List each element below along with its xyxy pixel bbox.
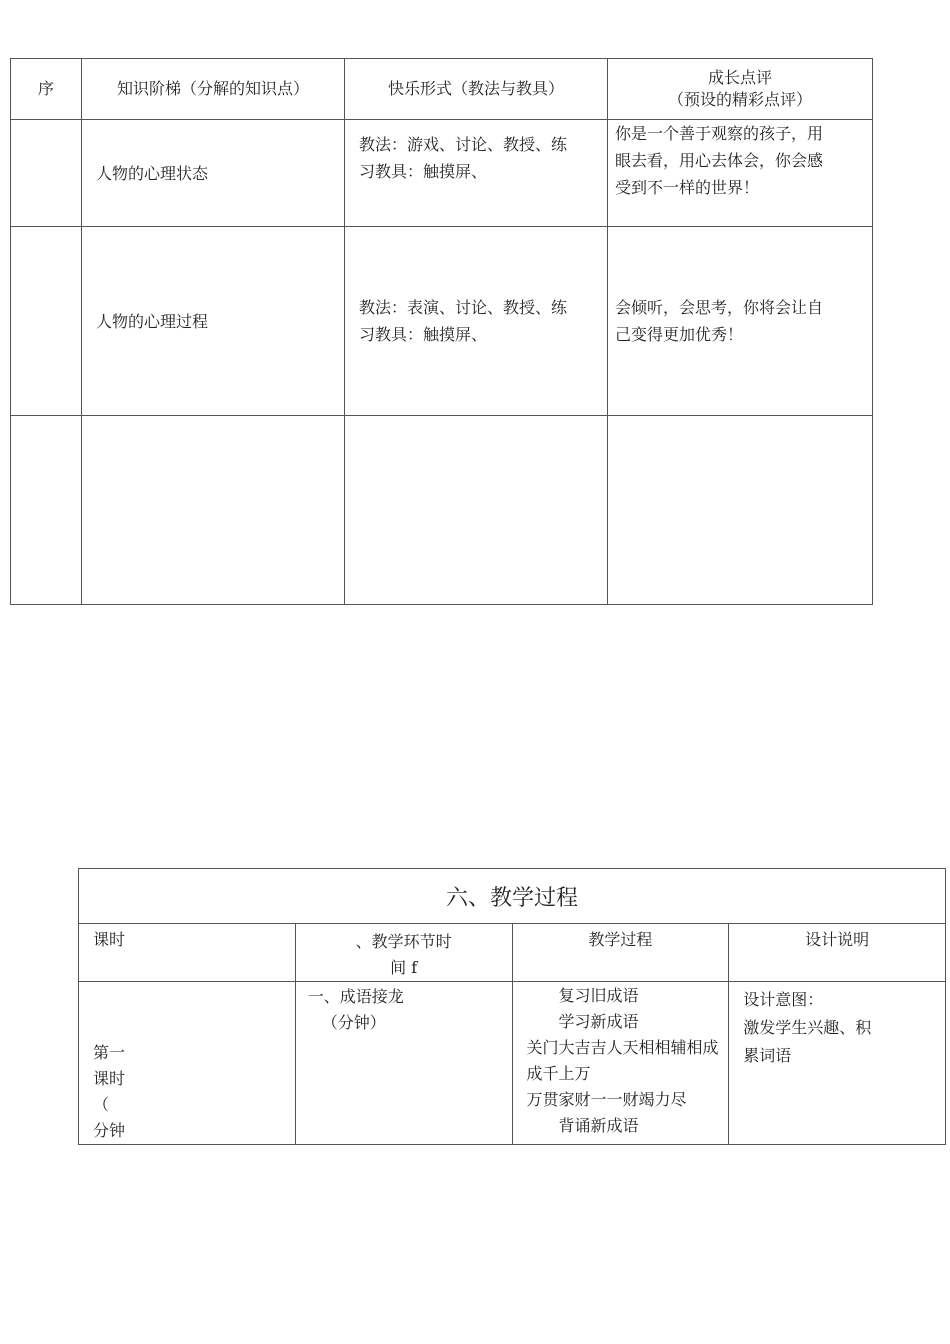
process-line: 背诵新成语 xyxy=(558,1116,639,1135)
header-knowledge: 知识阶梯（分解的知识点） xyxy=(82,59,345,120)
seq-cell xyxy=(11,120,82,227)
table-row xyxy=(11,227,873,416)
method-line: 习教具：触摸屏、 xyxy=(359,162,488,181)
table-row xyxy=(11,416,873,605)
lesson-line: 课时 xyxy=(93,1069,126,1088)
method-cell xyxy=(345,120,608,227)
design-line: 激发学生兴趣、积 xyxy=(743,1018,872,1037)
comment-line: 眼去看，用心去体会，你会感 xyxy=(615,151,824,170)
lesson-cell xyxy=(79,982,296,1145)
knowledge-cell xyxy=(82,416,345,605)
comment-line: 己变得更加优秀！ xyxy=(615,325,744,344)
method-line: 习教具：触摸屏、 xyxy=(359,325,488,344)
method-cell xyxy=(345,227,608,416)
knowledge-cell: 人物的心理状态 xyxy=(82,120,345,227)
header-design: 设计说明 xyxy=(729,924,946,982)
lesson-line: 第一 xyxy=(93,1043,126,1062)
process-line: 关门大吉吉人天相相辅相成成千上万 xyxy=(526,1038,719,1083)
header-comment-line1: 成长点评 xyxy=(707,68,772,87)
header-lesson: 课时 xyxy=(79,924,296,982)
comment-cell xyxy=(608,416,873,605)
header-method: 快乐形式（教法与教具） xyxy=(345,59,608,120)
design-line: 累词语 xyxy=(743,1046,792,1065)
lesson-line: 分钟 xyxy=(93,1121,126,1140)
design-cell xyxy=(729,982,946,1145)
header-step-line1: 、教学环节时 xyxy=(355,932,452,951)
process-line: 学习新成语 xyxy=(558,1012,639,1031)
step-cell xyxy=(295,982,512,1145)
lesson-line: （ xyxy=(93,1095,110,1114)
process-cell xyxy=(512,982,729,1145)
knowledge-ladder-table xyxy=(10,58,873,605)
header-comment xyxy=(608,59,873,120)
header-step xyxy=(295,924,512,982)
header-comment-line2: （预设的精彩点评） xyxy=(667,90,812,109)
step-line: 一、成语接龙 xyxy=(307,987,404,1006)
table-header-row xyxy=(11,59,873,120)
table-title: 六、教学过程 xyxy=(79,869,946,924)
step-line: （分钟） xyxy=(321,1013,386,1032)
comment-line: 受到不一样的世界！ xyxy=(615,178,760,197)
table-title-row xyxy=(79,869,946,924)
comment-cell xyxy=(608,120,873,227)
header-seq: 序 xyxy=(11,59,82,120)
header-process: 教学过程 xyxy=(512,924,729,982)
design-line: 设计意图： xyxy=(743,990,824,1009)
comment-cell xyxy=(608,227,873,416)
header-step-line2: 间 f xyxy=(390,958,418,977)
method-line: 教法：游戏、讨论、教授、练 xyxy=(359,135,568,154)
process-line: 复习旧成语 xyxy=(558,986,639,1005)
comment-line: 你是一个善于观察的孩子，用 xyxy=(615,124,824,143)
table-row xyxy=(11,120,873,227)
seq-cell xyxy=(11,227,82,416)
process-line: 万贯家财一一财竭力尽 xyxy=(526,1090,687,1109)
method-line: 教法：表演、讨论、教授、练 xyxy=(359,298,568,317)
teaching-process-table xyxy=(78,868,946,1145)
comment-line: 会倾听，会思考，你将会让自 xyxy=(615,298,824,317)
knowledge-cell: 人物的心理过程 xyxy=(82,227,345,416)
table-row xyxy=(79,982,946,1145)
method-cell xyxy=(345,416,608,605)
table-header-row xyxy=(79,924,946,982)
seq-cell xyxy=(11,416,82,605)
